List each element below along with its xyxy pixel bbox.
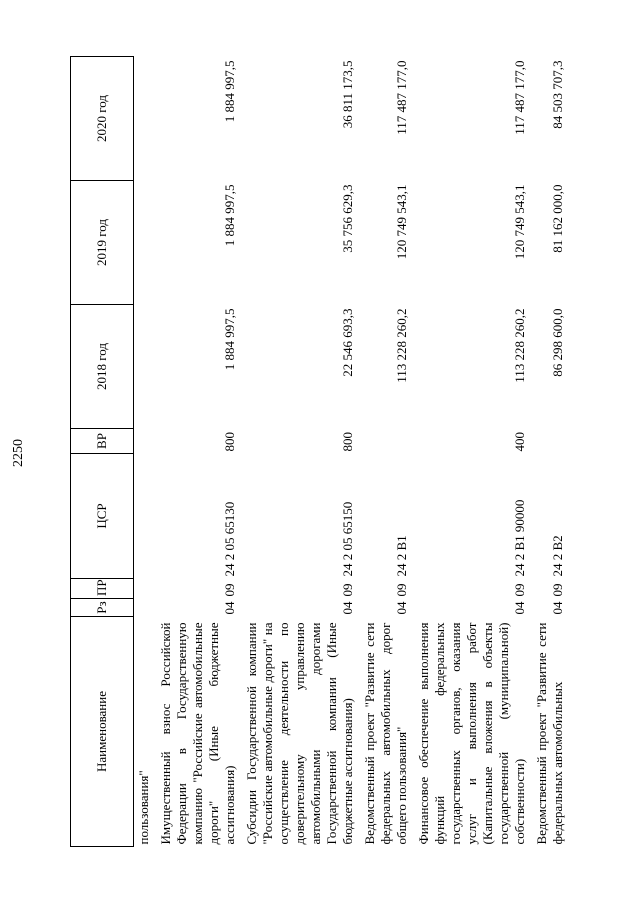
table-header (71, 57, 134, 847)
rotated-page-content (70, 57, 590, 847)
row-vr: 400 (512, 432, 527, 452)
header-pr: ПР (71, 579, 134, 599)
row-csr: 24 2 05 65130 (222, 501, 237, 577)
row-2020: 1 884 997,5 (222, 60, 237, 123)
row-2020 (134, 57, 156, 181)
row-2018: 113 228 260,2 (512, 308, 527, 383)
page-number (0, 0, 38, 905)
row-vr (359, 429, 413, 454)
header-rz: Рз (71, 599, 134, 617)
row-csr: 24 2 05 65150 (340, 501, 355, 577)
row-pr: 09 (512, 583, 527, 597)
row-2020: 84 503 707,3 (550, 60, 565, 129)
row-name: Ведомственный проект "Развитие сети федеральных автомобильных (534, 622, 565, 845)
row-rz: 04 (340, 601, 355, 615)
row-2018: 1 884 997,5 (222, 308, 237, 371)
row-vr: 800 (340, 432, 355, 452)
header-2018: 2018 год (71, 305, 134, 429)
row-pr: 09 (550, 583, 565, 597)
row-2020: 117 487 177,0 (512, 60, 527, 135)
row-2018 (134, 305, 156, 429)
row-2018: 86 298 600,0 (550, 308, 565, 377)
table-row (241, 57, 359, 847)
header-row (71, 57, 134, 847)
row-csr: 24 2 В1 (394, 535, 409, 577)
table-body (134, 57, 570, 847)
table-row (413, 57, 531, 847)
row-2020: 117 487 177,0 (394, 60, 409, 135)
row-rz (134, 599, 156, 617)
row-2019 (134, 181, 156, 305)
header-2020: 2020 год (71, 57, 134, 181)
header-vr: ВР (71, 429, 134, 454)
row-vr (134, 429, 156, 454)
row-csr (134, 454, 156, 579)
row-name: Имущественный взнос Российской Федерации в Государственную компанию "Российские автомобильные дороги" (Иные бюджетные ассигнования) (158, 622, 237, 845)
header-name: Наименование (71, 617, 134, 847)
row-2018: 22 546 693,3 (340, 308, 355, 377)
row-2019: 1 884 997,5 (222, 184, 237, 247)
row-csr: 24 2 В1 90000 (512, 499, 527, 577)
row-2019: 120 749 543,1 (512, 184, 527, 260)
row-2019: 35 756 629,3 (340, 184, 355, 253)
row-name: Финансовое обеспечение выполнения функций федеральных государственных органов, оказания услуг и выполнения работ (Капитальные вложения в объекты государственной (муниципальной) собственности) (416, 622, 527, 845)
row-rz: 04 (512, 601, 527, 615)
header-2019: 2019 год (71, 181, 134, 305)
page-number-text: 2250 (11, 438, 26, 467)
row-name: Субсидии Государственной компании "Российские автомобильные дороги" на осуществление деятельности по доверительному управлению автомобильными дорогами Государственной компании (Иные бюджетные ассигнования) (244, 622, 355, 845)
budget-table (70, 56, 569, 847)
row-2018: 113 228 260,2 (394, 308, 409, 383)
row-rz: 04 (550, 601, 565, 615)
row-rz: 04 (394, 601, 409, 615)
header-csr: ЦСР (71, 454, 134, 579)
table-row (359, 57, 413, 847)
row-2019: 120 749 543,1 (394, 184, 409, 260)
row-pr: 09 (394, 583, 409, 597)
row-name: пользования" (136, 770, 151, 845)
row-2020: 36 811 173,5 (340, 60, 355, 129)
row-vr (531, 429, 569, 454)
table-row (531, 57, 569, 847)
table-row (134, 57, 156, 847)
row-rz: 04 (222, 601, 237, 615)
row-pr: 09 (340, 583, 355, 597)
row-csr: 24 2 В2 (550, 535, 565, 577)
row-name: Ведомственный проект "Развитие сети федеральных автомобильных дорог общего пользования" (362, 622, 409, 845)
row-vr: 800 (222, 432, 237, 452)
row-pr (134, 579, 156, 599)
table-row (155, 57, 241, 847)
row-pr: 09 (222, 583, 237, 597)
row-2019: 81 162 000,0 (550, 184, 565, 253)
